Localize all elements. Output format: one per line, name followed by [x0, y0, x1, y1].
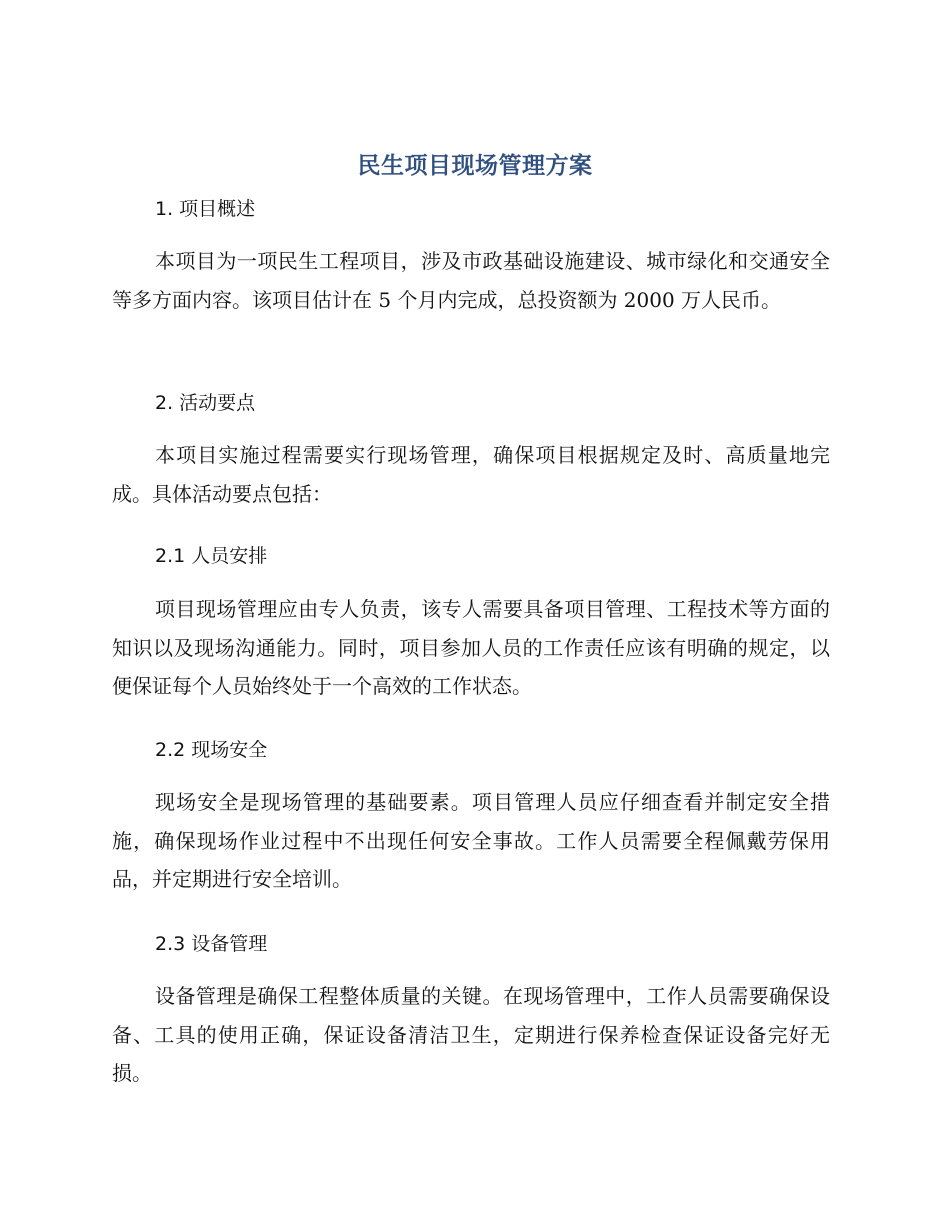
section-heading-overview: 1. 项目概述 — [155, 198, 256, 220]
section-body-activities: 本项目实施过程需要实行现场管理，确保项目根据规定及时、高质量地完成。具体活动要点包括： — [112, 443, 830, 506]
document-title: 民生项目现场管理方案 — [357, 153, 593, 179]
section-heading-safety: 2.2 现场安全 — [155, 739, 268, 761]
section-heading-staffing: 2.1 人员安排 — [155, 545, 268, 567]
section-body-staffing: 项目现场管理应由专人负责，该专人需要具备项目管理、工程技术等方面的知识以及现场沟通能力。同时，项目参加人员的工作责任应该有明确的规定，以便保证每个人员始终处于一个高效的工作状态。 — [112, 597, 830, 698]
section-heading-equipment: 2.3 设备管理 — [155, 933, 268, 955]
section-body-safety: 现场安全是现场管理的基础要素。项目管理人员应仔细查看并制定安全措施，确保现场作业过程中不出现任何安全事故。工作人员需要全程佩戴劳保用品，并定期进行安全培训。 — [112, 790, 830, 891]
section-heading-activities: 2. 活动要点 — [155, 392, 256, 414]
section-body-overview: 本项目为一项民生工程项目，涉及市政基础设施建设、城市绿化和交通安全等多方面内容。该项目估计在 5 个月内完成，总投资额为 2000 万人民币。 — [112, 249, 830, 312]
section-body-equipment: 设备管理是确保工程整体质量的关键。在现场管理中，工作人员需要确保设备、工具的使用正确，保证设备清洁卫生，定期进行保养检查保证设备完好无损。 — [112, 984, 830, 1085]
